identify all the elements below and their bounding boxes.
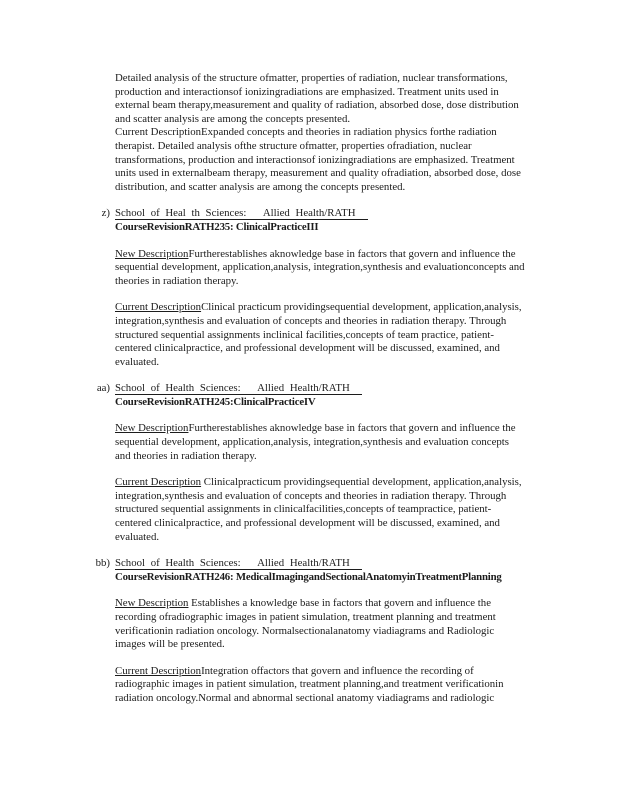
section-bb-school-heading: School of Health Sciences: Allied Health/RATH xyxy=(115,557,362,570)
section-z-heading xyxy=(101,207,526,234)
section-aa-current-description-text: Clinicalpracticum providingsequential development, application,analysis, integration,synthesis and evaluation of concepts and theories in radiation therapy. Through structured sequential assignments in clinicalfacilities,concepts of teampractice, patient-centered clinicalpractice, and professional development will be discussed, examined, and evaluated. xyxy=(115,476,522,543)
section-z-current-description-label: Current Description xyxy=(115,301,202,314)
section-aa xyxy=(96,382,526,544)
section-bb-current-description xyxy=(115,665,526,706)
intro-paragraph-current-description: Current DescriptionExpanded concepts and theories in radiation physics forthe radiation therapist. Detailed analysis ofthe structure ofmatter, properties ofradiation, nuclear transformations, production and interactionsof ionizingradiations are emphasized. Treatment units used in externalbeam therapy, measurement and quality ofradiation, absorbed dose, dose distribution, and scatter analysis are among the concepts presented. xyxy=(115,126,521,193)
section-bb-heading xyxy=(95,557,526,584)
section-bb-current-description-label: Current Description xyxy=(115,664,202,677)
section-z-new-description xyxy=(115,248,526,289)
section-bb-school-line-wrap xyxy=(115,557,526,571)
section-aa-current-description xyxy=(115,476,526,544)
section-bb-new-description-text: Establishes a knowledge base in factors that govern and influence the recording ofradiographic images in patient simulation, treatment planning and treatment verificationin radiation oncology. Normalsectionalanatomy viadiagrams and Radiologic images will be presented. xyxy=(115,597,496,651)
section-z-school-heading: School of Heal th Sciences: Allied Health/RATH xyxy=(115,207,368,220)
section-aa-label: aa) xyxy=(96,382,110,395)
section-aa-new-description xyxy=(115,422,526,463)
section-aa-school-heading: School of Health Sciences: Allied Health/RATH xyxy=(115,382,362,395)
intro-block xyxy=(115,72,526,194)
section-z-new-description-label: New Description xyxy=(115,247,189,260)
section-bb-new-description-label: New Description xyxy=(115,597,189,610)
section-z-label: z) xyxy=(101,207,110,220)
section-z-current-description xyxy=(115,301,526,369)
section-bb-current-description-text: Integration offactors that govern and influence the recording of radiographic images in patient simulation, treatment planning,and treatment verificationin radiation oncology.Normal and abnormal sectional anatomy viadiagrams and radiologic xyxy=(115,664,504,704)
section-aa-current-description-label: Current Description xyxy=(115,476,202,489)
section-aa-school-line-wrap xyxy=(115,382,526,396)
section-bb-course-heading: CourseRevisionRATH246: MedicalImagingandSectionalAnatomyinTreatmentPlanning xyxy=(115,570,502,583)
section-aa-heading xyxy=(96,382,526,409)
section-aa-new-description-text: Furtherestablishes aknowledge base in factors that govern and influence the sequential development, application,analysis, integration,synthesis and evaluation concepts and theories in radiation therapy. xyxy=(115,422,516,462)
section-z-new-description-text: Furtherestablishes aknowledge base in factors that govern and influence the sequential development, application,analysis, integration,synthesis and evaluationconcepts and theories in radiation therapy. xyxy=(115,247,525,287)
section-bb xyxy=(95,557,526,705)
section-aa-new-description-label: New Description xyxy=(115,422,189,435)
section-bb-label: bb) xyxy=(95,557,110,570)
section-z xyxy=(101,207,526,369)
section-aa-course-heading: CourseRevisionRATH245:ClinicalPracticeIV xyxy=(115,395,316,408)
section-bb-new-description xyxy=(115,597,526,651)
intro-paragraph-continuation: Detailed analysis of the structure ofmatter, properties of radiation, nuclear transformations, production and interactionsof ionizingradiations are emphasized. Treatment units used in external beam therapy,measurement and quality of radiation, absorbed dose, dose distribution and scatter analysis are among the concepts presented. xyxy=(115,72,519,125)
section-z-course-heading: CourseRevisionRATH235: ClinicalPracticeIII xyxy=(115,220,319,233)
section-z-school-line-wrap xyxy=(115,207,526,221)
section-z-current-description-text: Clinical practicum providingsequential development, application,analysis, integration,synthesis and evaluation of concepts and theories in radiation therapy. Through structured sequential assignments inclinical facilities,concepts of team practice, patient-centered clinicalpractice, and professional development will be discussed, examined, and evaluated. xyxy=(115,301,522,368)
